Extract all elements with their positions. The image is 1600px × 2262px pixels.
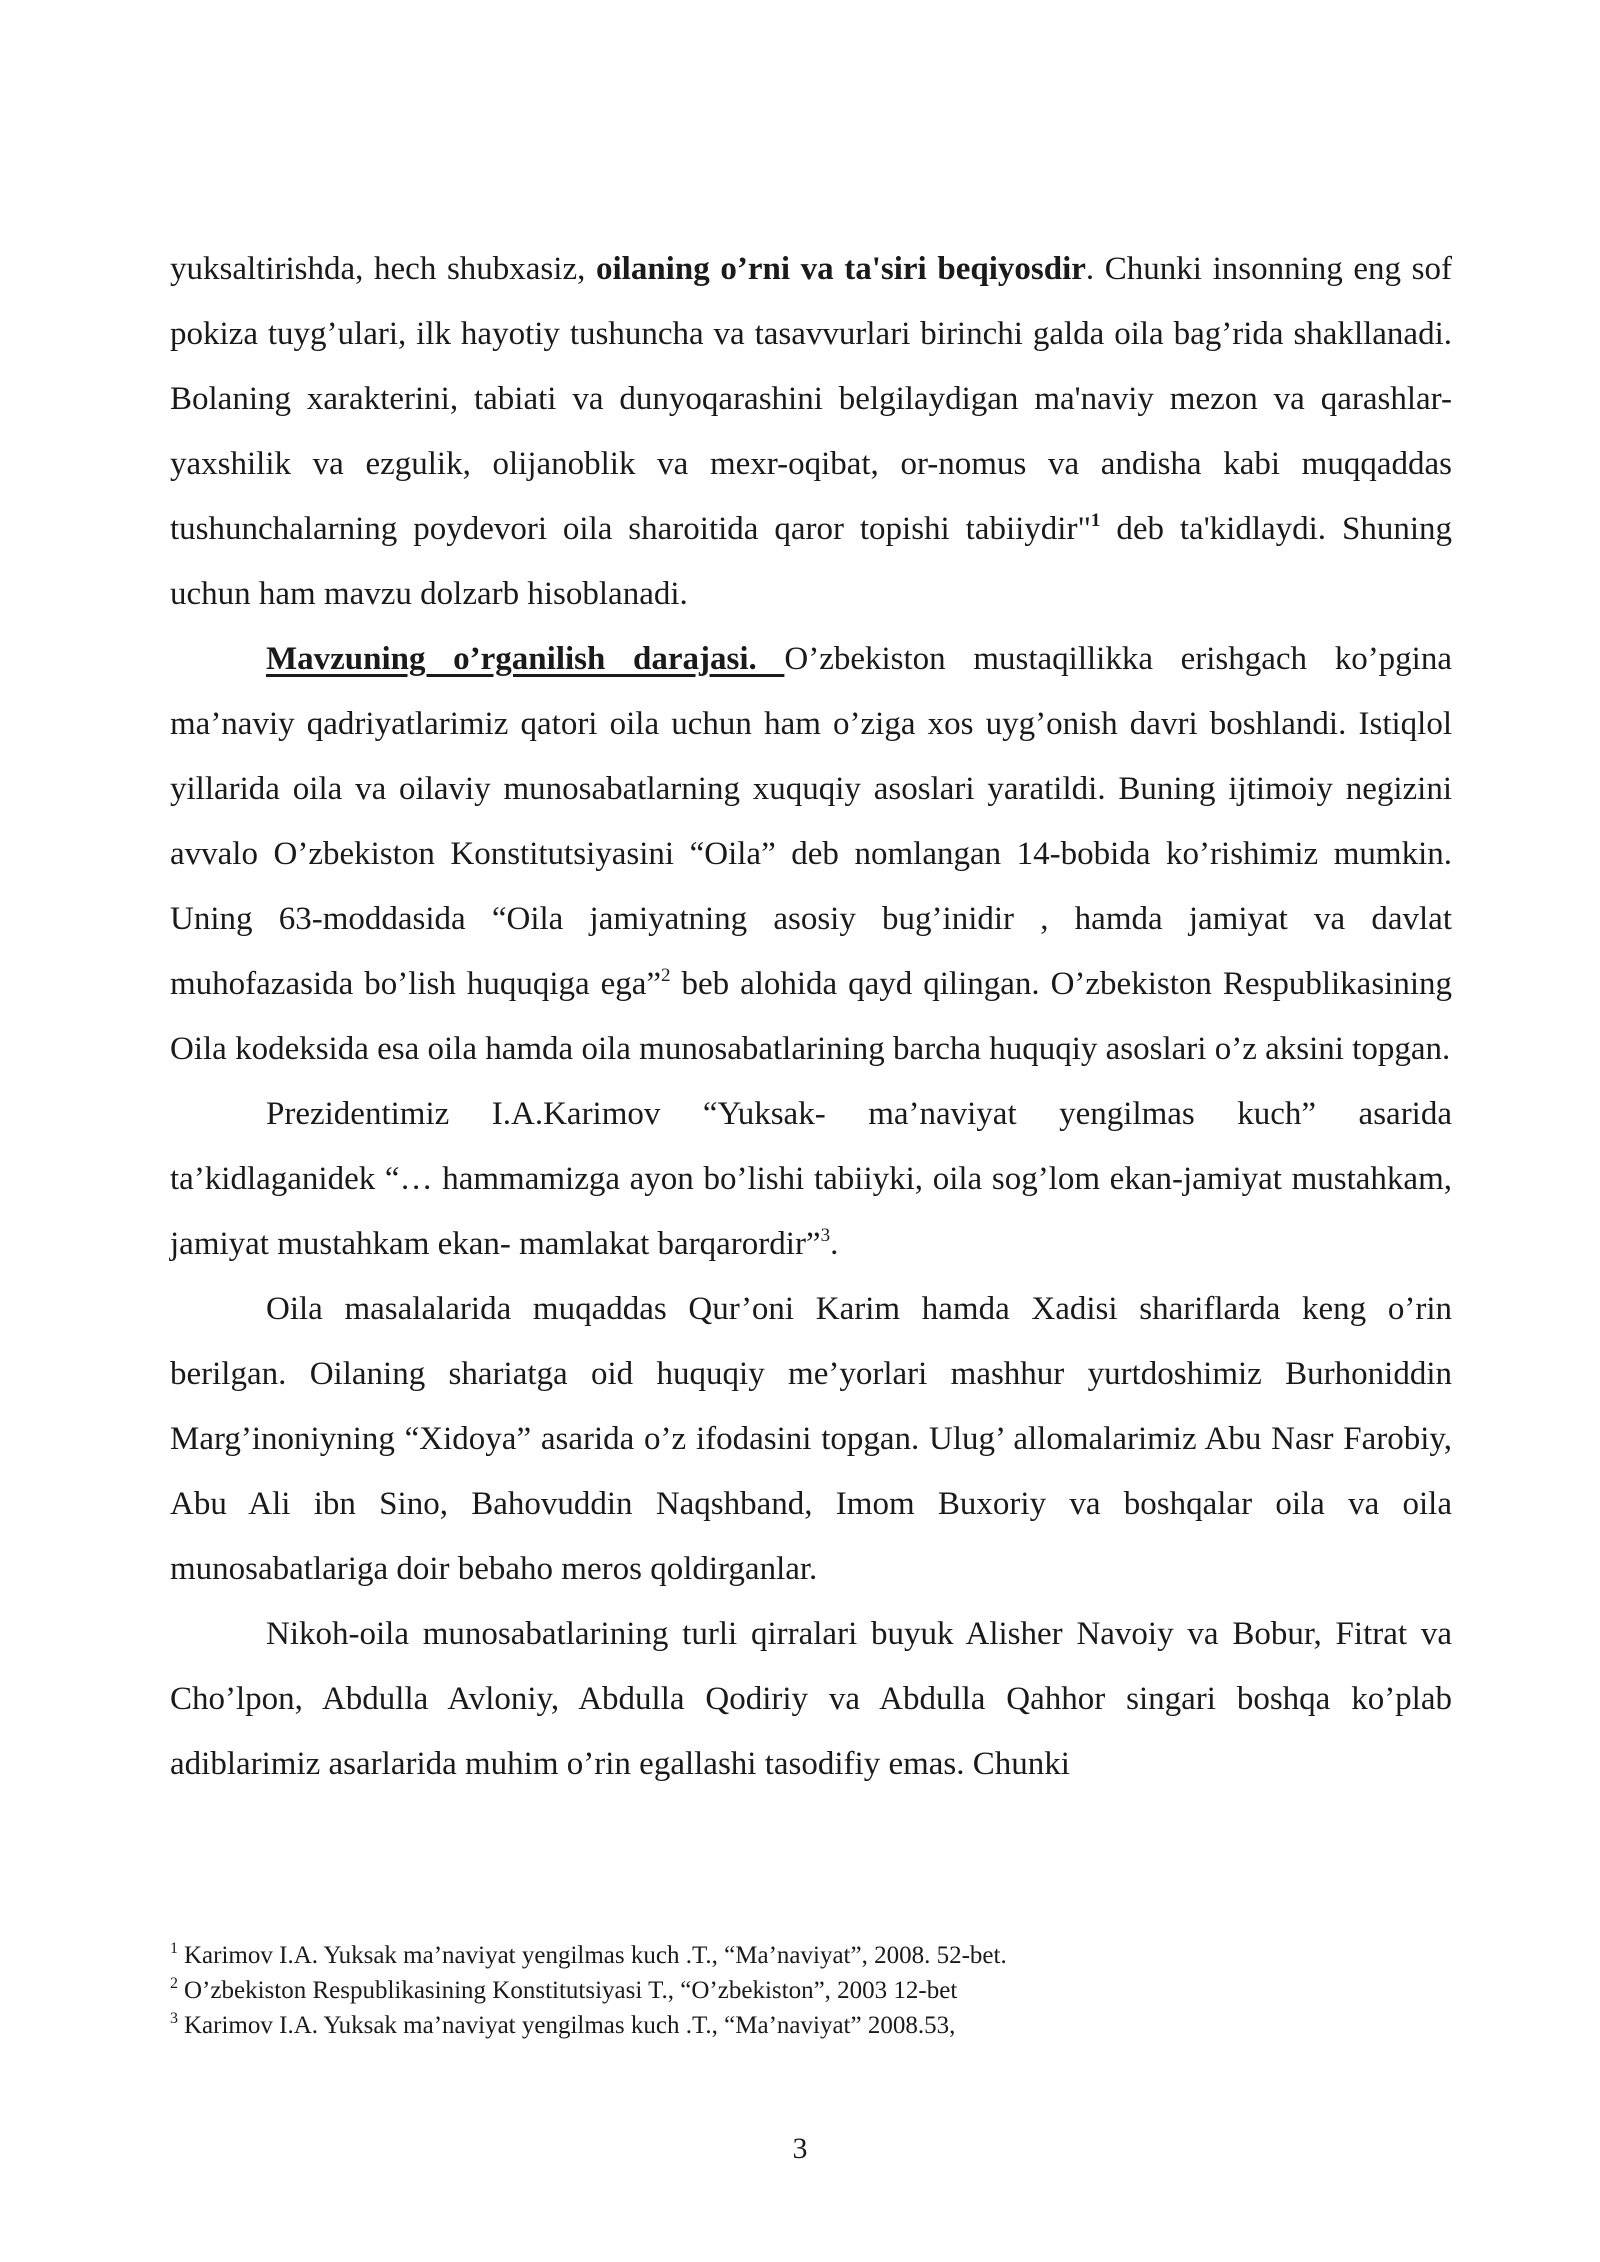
paragraph-4: Oila masalalarida muqaddas Qur’oni Karim hamda Xadisi shariflarda keng o’rin berilgan. Oilaning shariatga oid huquqiy me’yorlari mashhur yurtdoshimiz Burhoniddin Marg’inoniyning “Xidoya” asarida o’z ifodasini topgan. Ulug’ allomalarimiz Abu Nasr Farobiy, Abu Ali ibn Sino, Bahovuddin Naqshband, Imom Buxoriy va boshqalar oila va oila munosabatlariga doir bebaho meros qoldirganlar. — [170, 1291, 1452, 1587]
body-text — [170, 237, 1452, 1797]
footnote-text: Karimov I.A. Yuksak ma’naviyat yengilmas kuch .T., “Ma’naviyat” 2008.53, — [184, 2012, 956, 2039]
footnote-1 — [170, 1938, 1452, 1973]
footnotes — [170, 1938, 1452, 2043]
text-run: O’zbekiston mustaqillikka erishgach ko’pgina ma’naviy qadriyatlarimiz qatori oila uchun ham o’ziga xos uyg’onish davri boshlandi. Istiqlol yillarida oila va oilaviy munosabatlarning xuquqiy asoslari yaratildi. Buning ijtimoiy negizini avvalo O’zbekiston Konstitutsiyasini “Oila” deb nomlangan 14-bobida ko’rishimiz mumkin. Uning 63-moddasida “Oila jamiyatning asosiy bug’inidir , hamda jamiyat va davlat muhofazasida bo’lish huquqiga ega” — [170, 641, 1452, 1002]
paragraph-2 — [170, 627, 1452, 1082]
footnote-ref-3: 3 — [820, 1225, 831, 1246]
text-run: yuksaltirishda, hech shubxasiz, — [170, 251, 596, 287]
text-run: . — [830, 1226, 839, 1262]
section-heading: Mavzuning o’rganilish darajasi. — [266, 641, 785, 677]
bold-phrase: oilaning o’rni va ta'siri beqiyosdir — [595, 251, 1086, 287]
footnote-2 — [170, 1973, 1452, 2008]
text-run: Prezidentimiz I.A.Karimov “Yuksak- ma’naviyat yengilmas kuch” asarida ta’kidlaganidek “… hammamizga ayon bo’lishi tabiiyki, oila sog’lom ekan-jamiyat mustahkam, jamiyat mustahkam ekan- mamlakat barqarordir” — [170, 1096, 1452, 1262]
footnote-3 — [170, 2008, 1452, 2043]
footnote-ref-2: 2 — [661, 965, 671, 986]
footnote-number: 1 — [170, 1940, 178, 1957]
text-run: . Chunki insonning eng sof pokiza tuyg’ulari, ilk hayotiy tushuncha va tasavvurlari birinchi galda oila bag’rida shakllanadi. Bolaning xarakterini, tabiati va dunyoqarashini belgilaydigan ma'naviy mezon va qarashlar-yaxshilik va ezgulik, olijanoblik va mexr-oqibat, or-nomus va andisha kabi muqqaddas tushunchalarning poydevori oila sharoitida qaror topishi tabiiydir" — [170, 251, 1452, 547]
footnote-ref-1: 1 — [1090, 510, 1101, 531]
footnote-number: 3 — [170, 2010, 178, 2027]
footnote-text: Karimov I.A. Yuksak ma’naviyat yengilmas kuch .T., “Ma’naviyat”, 2008. 52-bet. — [184, 1942, 1007, 1969]
text-run: deb ta'kidlaydi. Shuning uchun ham mavzu dolzarb hisoblanadi. — [170, 511, 1452, 612]
paragraph-3 — [170, 1082, 1452, 1277]
text-run: beb alohida qayd qilingan. O’zbekiston Respublikasining Oila kodeksida esa oila hamda oila munosabatlarining barcha huquqiy asoslari o’z aksini topgan. — [170, 966, 1452, 1067]
paragraph-5: Nikoh-oila munosabatlarining turli qirralari buyuk Alisher Navoiy va Bobur, Fitrat va Cho’lpon, Abdulla Avloniy, Abdulla Qodiriy va Abdulla Qahhor singari boshqa ko’plab adiblarimiz asarlarida muhim o’rin egallashi tasodifiy emas. Chunki — [170, 1616, 1452, 1782]
page-number: 3 — [792, 2132, 808, 2165]
paragraph-1 — [170, 237, 1452, 627]
footnote-number: 2 — [170, 1975, 178, 1992]
footnote-text: O’zbekiston Respublikasining Konstitutsiyasi T., “O’zbekiston”, 2003 12-bet — [184, 1977, 958, 2004]
